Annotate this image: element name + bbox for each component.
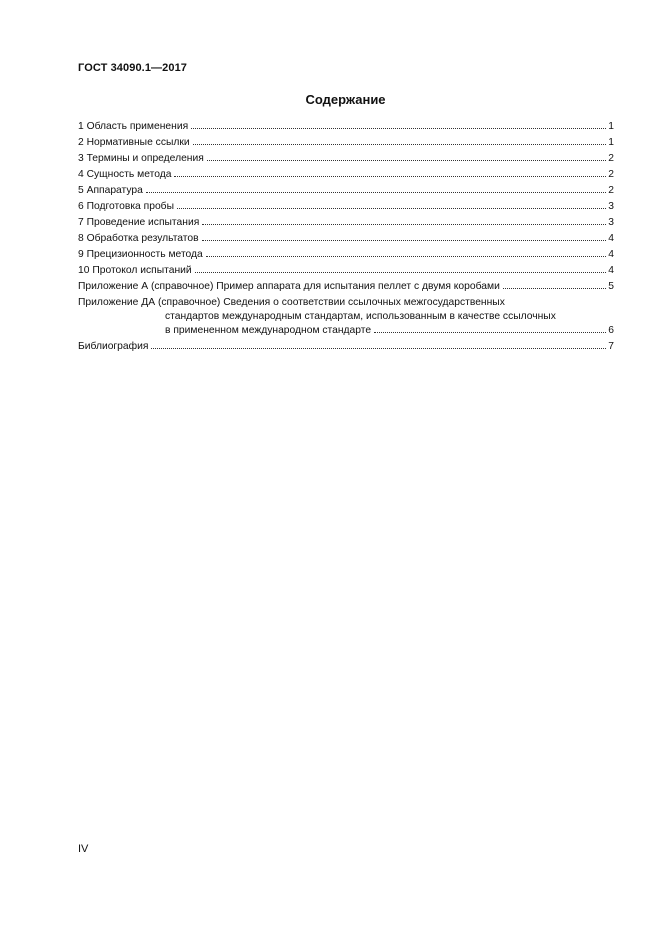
toc-entry-page: 1 (608, 121, 614, 132)
toc-entry-label: 9 Прецизионность метода (78, 249, 203, 260)
toc-leader-dots (193, 143, 606, 145)
toc-entry-page: 2 (608, 169, 614, 180)
toc-entry[interactable] (78, 167, 614, 183)
toc-entry-label: 3 Термины и определения (78, 153, 204, 164)
toc-leader-dots (177, 207, 606, 209)
toc-entry-page: 1 (608, 137, 614, 148)
toc-entry-label-line2: стандартов международным стандартам, использованным в качестве ссылочных (165, 311, 556, 322)
toc-entry-label-line1: Приложение ДА (справочное) Сведения о соответствии ссылочных межгосударственных (78, 297, 505, 308)
toc-entry-page: 4 (608, 249, 614, 260)
standard-header: ГОСТ 34090.1—2017 (78, 62, 188, 74)
toc-entry-label: Приложение А (справочное) Пример аппарата для испытания пеллет с двумя коробами (78, 281, 500, 292)
toc-entry-label: 8 Обработка результатов (78, 233, 199, 244)
toc-leader-dots (174, 175, 606, 177)
toc-entry-label: 4 Сущность метода (78, 169, 172, 180)
toc-entry[interactable] (78, 183, 614, 199)
toc-leader-dots (374, 331, 606, 333)
toc-entry-label-line3: в примененном международном стандарте (165, 325, 372, 336)
toc-entries (78, 119, 614, 279)
toc-entry-page: 7 (608, 341, 614, 352)
toc-entry-page: 3 (608, 201, 614, 212)
toc-entry-page: 3 (608, 217, 614, 228)
toc-entry-label: 7 Проведение испытания (78, 217, 200, 228)
toc-leader-dots (151, 347, 606, 349)
toc-leader-dots (202, 223, 606, 225)
toc-entry[interactable] (78, 247, 614, 263)
toc-entry-page: 2 (608, 153, 614, 164)
toc-entry[interactable] (78, 215, 614, 231)
toc-entry-page: 5 (608, 281, 614, 292)
toc-leader-dots (146, 191, 606, 193)
toc-entry-label: 1 Область применения (78, 121, 189, 132)
toc-entry-page: 4 (608, 233, 614, 244)
toc-entry[interactable] (78, 199, 614, 215)
toc-entry[interactable] (78, 263, 614, 279)
toc-entry-page: 6 (608, 325, 614, 336)
toc-entry[interactable] (78, 135, 614, 151)
toc-entry-label-line3-row (78, 324, 614, 338)
toc-leader-dots (191, 127, 606, 129)
toc-entry-appendix-a[interactable] (78, 279, 614, 295)
toc-entry-label: 10 Протокол испытаний (78, 265, 192, 276)
toc-entry-page: 4 (608, 265, 614, 276)
toc-leader-dots (195, 271, 606, 273)
toc-entry-bibliography[interactable] (78, 339, 614, 355)
toc-entry-appendix-da[interactable] (78, 296, 614, 338)
toc-leader-dots (206, 255, 606, 257)
toc-entry-page: 2 (608, 185, 614, 196)
toc-entry-label: 5 Аппаратура (78, 185, 143, 196)
toc-entry-label: Библиография (78, 341, 149, 352)
table-of-contents (78, 119, 614, 355)
toc-entry-label: 6 Подготовка пробы (78, 201, 174, 212)
toc-entry[interactable] (78, 119, 614, 135)
toc-entry[interactable] (78, 151, 614, 167)
toc-entry-label: 2 Нормативные ссылки (78, 137, 190, 148)
toc-leader-dots (207, 159, 606, 161)
toc-entry[interactable] (78, 231, 614, 247)
page-title: Содержание (305, 92, 386, 107)
toc-leader-dots (202, 239, 606, 241)
toc-leader-dots (503, 287, 606, 289)
page-number-footer: IV (78, 843, 89, 855)
